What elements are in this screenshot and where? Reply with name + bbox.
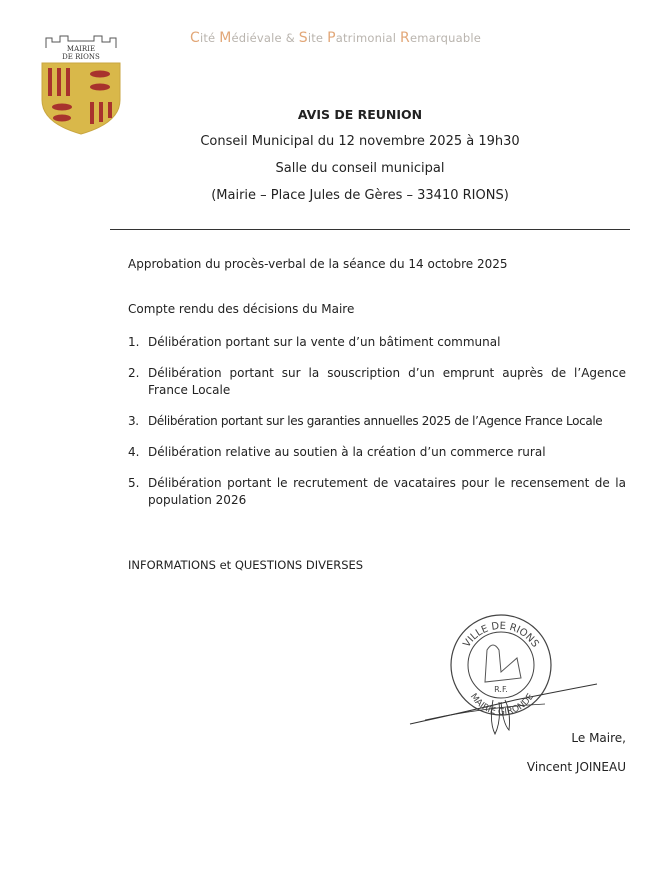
meeting-date-line: Conseil Municipal du 12 novembre 2025 à 19h30 bbox=[200, 134, 520, 149]
agenda-item: 5. Délibération portant le recrutement de vacataires pour le recensement de la population 2026 bbox=[128, 476, 626, 507]
agenda-list bbox=[128, 334, 626, 509]
seal-stamp-icon bbox=[405, 612, 600, 747]
tagline: Cité Médiévale & Site Patrimonial Remarquable bbox=[189, 30, 482, 46]
agenda-item: 2. Délibération portant sur la souscription d’un emprunt auprès de l’Agence France Locale bbox=[128, 366, 626, 397]
notice-title: AVIS DE REUNION bbox=[297, 107, 423, 122]
meeting-address-line: (Mairie – Place Jules de Gères – 33410 RIONS) bbox=[211, 188, 509, 203]
signature-role: Le Maire, bbox=[571, 731, 626, 745]
agenda-item: 3. Délibération portant sur les garanties annuelles 2025 de l’Agence France Locale bbox=[128, 414, 603, 428]
svg-text:DE RIONS: DE RIONS bbox=[62, 53, 100, 61]
agenda-item: 4. Délibération relative au soutien à la création d’un commerce rural bbox=[128, 445, 546, 459]
agenda-approbation: Approbation du procès-verbal de la séance du 14 octobre 2025 bbox=[128, 257, 508, 271]
informations-diverses: INFORMATIONS et QUESTIONS DIVERSES bbox=[128, 558, 364, 572]
official-seal bbox=[405, 612, 600, 747]
svg-text:MAIRIE GIRONDE: MAIRIE GIRONDE bbox=[467, 692, 537, 718]
agenda-compte-rendu: Compte rendu des décisions du Maire bbox=[128, 302, 355, 316]
meeting-room-line: Salle du conseil municipal bbox=[275, 161, 445, 176]
divider bbox=[110, 229, 630, 230]
svg-text:MAIRIE: MAIRIE bbox=[66, 45, 96, 53]
svg-text:R.F.: R.F. bbox=[494, 685, 508, 694]
signature-name: Vincent JOINEAU bbox=[526, 760, 626, 774]
svg-text:VILLE DE RIONS: VILLE DE RIONS bbox=[461, 620, 541, 650]
agenda-item: 1. Délibération portant sur la vente d’un bâtiment communal bbox=[128, 335, 501, 349]
